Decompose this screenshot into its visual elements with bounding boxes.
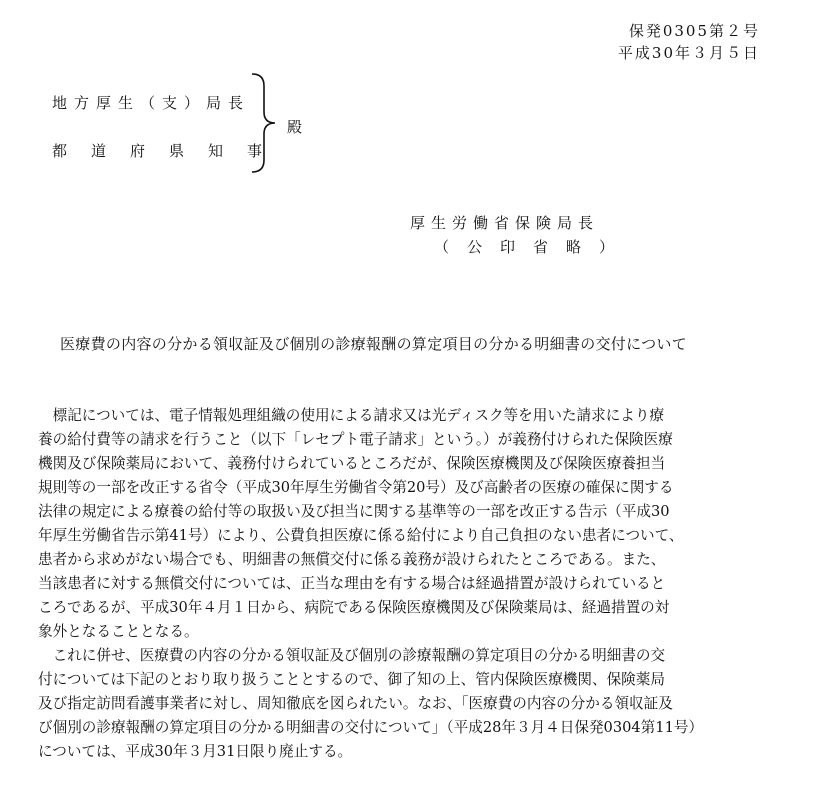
body-line: 象外となることとなる。 <box>38 623 199 640</box>
body-line: 年厚生労働省告示第41号）により、公費負担医療に係る給付により自己負担のない患者について、 <box>38 527 684 544</box>
body-line: 養の給付費等の請求を行うこと（以下「レセプト電子請求」という。）が義務付けられた保険医療 <box>38 431 673 448</box>
body-line: 当該患者に対する無償交付については、正当な理由を有する場合は経過措置が設けられていると <box>38 575 666 592</box>
body-line: については、平成30年３月31日限り廃止する。 <box>38 743 353 760</box>
body-line: 規則等の一部を改正する省令（平成30年厚生労働省令第20号）及び高齢者の医療の確保に関する <box>38 479 674 496</box>
body-line: 患者から求めがない場合でも、明細書の無償交付に係る義務が設けられたところである。また、 <box>38 551 666 568</box>
body-line: 機関及び保険薬局において、義務付けられているところだが、保険医療機関及び保険医療養担当 <box>38 455 666 472</box>
document-number: 保発0305第２号 <box>628 22 760 40</box>
addressee-regional-bureau: 地方厚生（支）局長 <box>52 94 251 112</box>
curly-brace-icon <box>248 72 278 174</box>
body-line: 法律の規定による療養の給付等の取扱い及び担当に関する基準等の一部を改正する告示（平成30 <box>38 503 670 520</box>
document-body <box>38 404 778 764</box>
body-line: これに併せ、医療費の内容の分かる領収証及び個別の診療報酬の算定項目の分かる明細書の交 <box>38 647 666 664</box>
document-title: 医療費の内容の分かる領収証及び個別の診療報酬の算定項目の分かる明細書の交付について <box>60 335 688 353</box>
body-line: ころであるが、平成30年４月１日から、病院である保険医療機関及び保険薬局は、経過措置の対 <box>38 599 670 616</box>
document-header <box>618 20 760 64</box>
honorific-dono: 殿 <box>287 118 303 136</box>
body-line: 付については下記のとおり取り扱うこととするので、御了知の上、管内保険医療機関、保険薬局 <box>38 671 665 688</box>
document-date: 平成30年３月５日 <box>617 44 760 62</box>
body-line: び個別の診療報酬の算定項目の分かる明細書の交付について」（平成28年３月４日保発0304第11号） <box>38 719 704 736</box>
addressee-prefectural-governor: 都道府県知事 <box>52 142 287 160</box>
body-line: 標記については、電子情報処理組織の使用による請求又は光ディスク等を用いた請求により療 <box>38 407 665 424</box>
sender-name: 厚生労働省保険局長 <box>410 214 600 232</box>
body-line: 及び指定訪問看護事業者に対し、周知徹底を図られたい。なお、「医療費の内容の分かる領収証及 <box>38 695 673 712</box>
seal-omitted-note: （公印省略） <box>434 238 633 256</box>
